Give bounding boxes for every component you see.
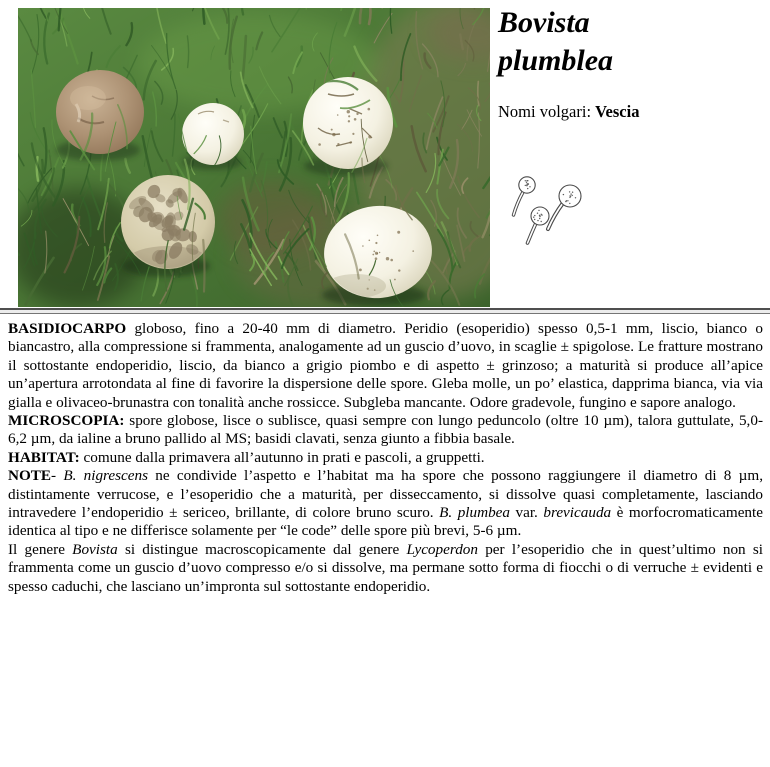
text-segment: ne condivide l’aspetto e l’habitat ma ha spore che possono raggiungere il diametro di 8 µm, distintamente verrucose, e l’esoperidio che a maturità, per disseccamento, si dissolve quasi completamente, lasciando intravedere l’endoperidio ± sericeo, brillante, di colore bruno scuro. (8, 467, 763, 522)
text-segment: - (51, 467, 64, 485)
spores-with-pedicels-drawing (506, 171, 588, 247)
puffballs-in-grass-photo (18, 8, 490, 307)
body-paragraph (8, 320, 763, 412)
text-segment: globoso, fino a 20-40 mm di diametro. Peridio (esoperidio) spesso 0,5-1 mm, liscio, bianco o biancastro, alla compressione si frammenta, analogamente ad un guscio d’uovo, in scaglie ± spigolose. Le fratture mostrano il sottostante endoperidio, liscio, da bianco a grigio piombo e di aspetto ± grinzoso; a maturità si produce all’apice un’apertura arrotondata al fine di favorire la dispersione delle spore. Gleba molle, un po’ elastica, dapprima bianca, via via gialla e olivaceo-brunastra con tonalità anche rossicce. Subgleba mancante. Odore gradevole, fungino e sapore analogo. (8, 320, 763, 411)
text-segment: B. nigrescens (63, 467, 149, 485)
text-segment: B. plumbea (439, 504, 510, 522)
body-paragraph (8, 541, 763, 596)
text-segment: Il genere (8, 540, 73, 558)
text-segment: si distingue macroscopicamente dal genere (117, 540, 407, 558)
text-segment: comune dalla primavera all’autunno in prati e pascoli, a gruppetti. (79, 448, 485, 466)
text-segment: HABITAT: (8, 448, 80, 466)
text-segment: per l’esoperidio che in quest’ultimo non si frammenta come un guscio d’uovo compresso e/o si dissolve, ma permane sotto forma di fiocchi o di verruche ± evidenti e spesso caduchi, che lasciano un’impronta sul sottostante endoperidio. (8, 540, 763, 595)
body-paragraph (8, 449, 763, 467)
page-title: Bovista plumblea (498, 6, 614, 78)
puffball-debris-white (303, 77, 393, 169)
text-segment: spore globose, lisce o sublisce, quasi sempre con lungo peduncolo (oltre 10 µm), talora guttulate, 5,0-6,2 µm, da ialine a bruno pallido al MS; basidi clavati, senza giunto a fibbia basale. (8, 412, 763, 448)
text-segment: var. (510, 504, 544, 522)
text-segment: Bovista (72, 540, 118, 558)
text-segment: Lycoperdon (406, 540, 478, 558)
puffball-small-white (182, 103, 244, 165)
text-segment: BASIDIOCARPO (8, 320, 127, 337)
text-segment: brevicauda (543, 504, 612, 522)
body-text (8, 320, 763, 596)
common-names-label: Nomi volgari: (498, 102, 592, 121)
text-segment: NOTE (8, 467, 52, 485)
common-names-line (498, 102, 639, 122)
text-segment: MICROSCOPIA: (8, 412, 125, 430)
body-paragraph (8, 467, 763, 541)
body-paragraph (8, 412, 763, 449)
puffball-brown (56, 70, 144, 154)
divider (0, 308, 770, 314)
common-names-value: Vescia (595, 102, 640, 121)
text-segment: è morfocromaticamente identica al tipo e ne differisce solamente per “le code” delle spore più brevi, 5-6 µm. (8, 504, 763, 540)
